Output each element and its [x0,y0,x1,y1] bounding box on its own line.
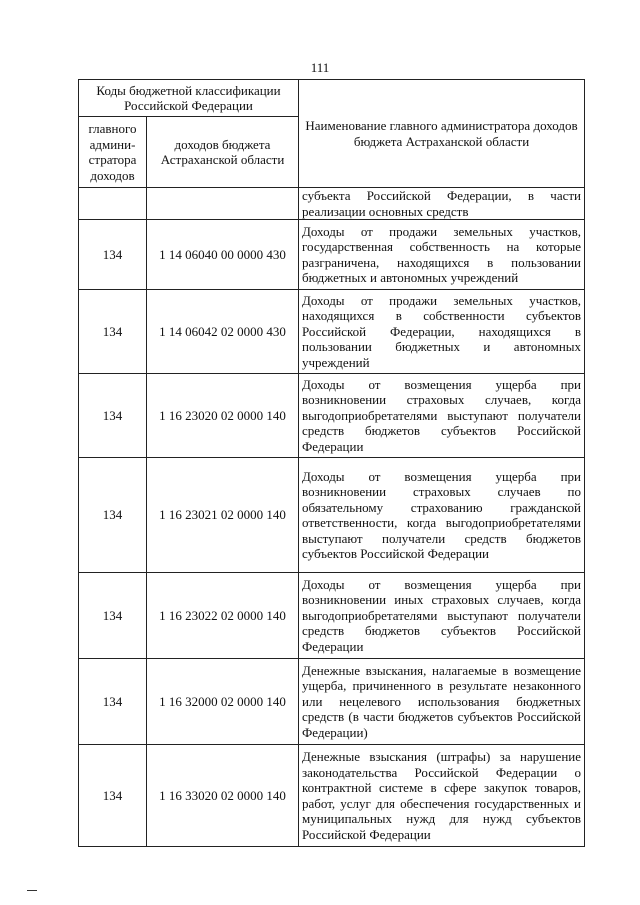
admin-code-cell [79,188,147,220]
footer-dash-mark [27,890,37,891]
income-name-cell: субъекта Российской Федерации, в части реализации основных средств [299,188,585,220]
income-name-cell: Доходы от возмещения ущерба при возникновении страховых случаев по обязательному страхованию гражданской ответственности, когда выгодоприобретателями выступают получатели средств бюджетов субъектов Российской Федерации [299,458,585,573]
income-code-cell [147,188,299,220]
table-row [79,290,585,374]
admin-code-cell: 134 [79,374,147,458]
admin-code-cell: 134 [79,220,147,290]
income-name-cell: Денежные взыскания (штрафы) за нарушение законодательства Российской Федерации о контрактной системе в сфере закупок товаров, работ, услуг для обеспечения государственных и муниципальных нужд для нужд субъектов Российской Федерации [299,745,585,847]
table-row [79,458,585,573]
income-name-cell: Доходы от продажи земельных участков, находящихся в собственности субъектов Российской Федерации, находящихся в пользовании бюджетных и автономных учреждений [299,290,585,374]
header-bcc-group: Коды бюджетной классификации Российской Федерации [79,80,299,117]
admin-code-cell: 134 [79,573,147,659]
table-row [79,188,585,220]
page-number: 111 [310,60,330,75]
income-code-cell: 1 16 23021 02 0000 140 [147,458,299,573]
income-code-cell: 1 16 33020 02 0000 140 [147,745,299,847]
budget-classification-table [78,79,585,847]
income-code-cell: 1 16 32000 02 0000 140 [147,659,299,745]
admin-code-cell: 134 [79,659,147,745]
table-row [79,220,585,290]
table-row [79,374,585,458]
table-row [79,745,585,847]
admin-code-cell: 134 [79,290,147,374]
income-code-cell: 1 14 06040 00 0000 430 [147,220,299,290]
income-code-cell: 1 14 06042 02 0000 430 [147,290,299,374]
income-name-cell: Доходы от возмещения ущерба при возникновении страховых случаев, когда выгодоприобретателями выступают получатели средств бюджетов субъектов Российской Федерации [299,374,585,458]
header-administrator-name: Наименование главного администратора доходов бюджета Астраханской области [299,80,585,188]
income-name-cell: Доходы от продажи земельных участков, государственная собственность на которые разграничена, находящихся в пользовании бюджетных и автономных учреждений [299,220,585,290]
table-row [79,573,585,659]
header-main-administrator: главного админи-стратора доходов [79,117,147,188]
header-budget-income-code: доходов бюджета Астраханской области [147,117,299,188]
admin-code-cell: 134 [79,745,147,847]
income-name-cell: Доходы от возмещения ущерба при возникновении иных страховых случаев, когда выгодоприобретателями выступают получатели средств бюджетов субъектов Российской Федерации [299,573,585,659]
admin-code-cell: 134 [79,458,147,573]
income-code-cell: 1 16 23022 02 0000 140 [147,573,299,659]
table-row [79,659,585,745]
income-code-cell: 1 16 23020 02 0000 140 [147,374,299,458]
income-name-cell: Денежные взыскания, налагаемые в возмещение ущерба, причиненного в результате незаконного или нецелевого использования бюджетных средств (в части бюджетов субъектов Российской Федерации) [299,659,585,745]
